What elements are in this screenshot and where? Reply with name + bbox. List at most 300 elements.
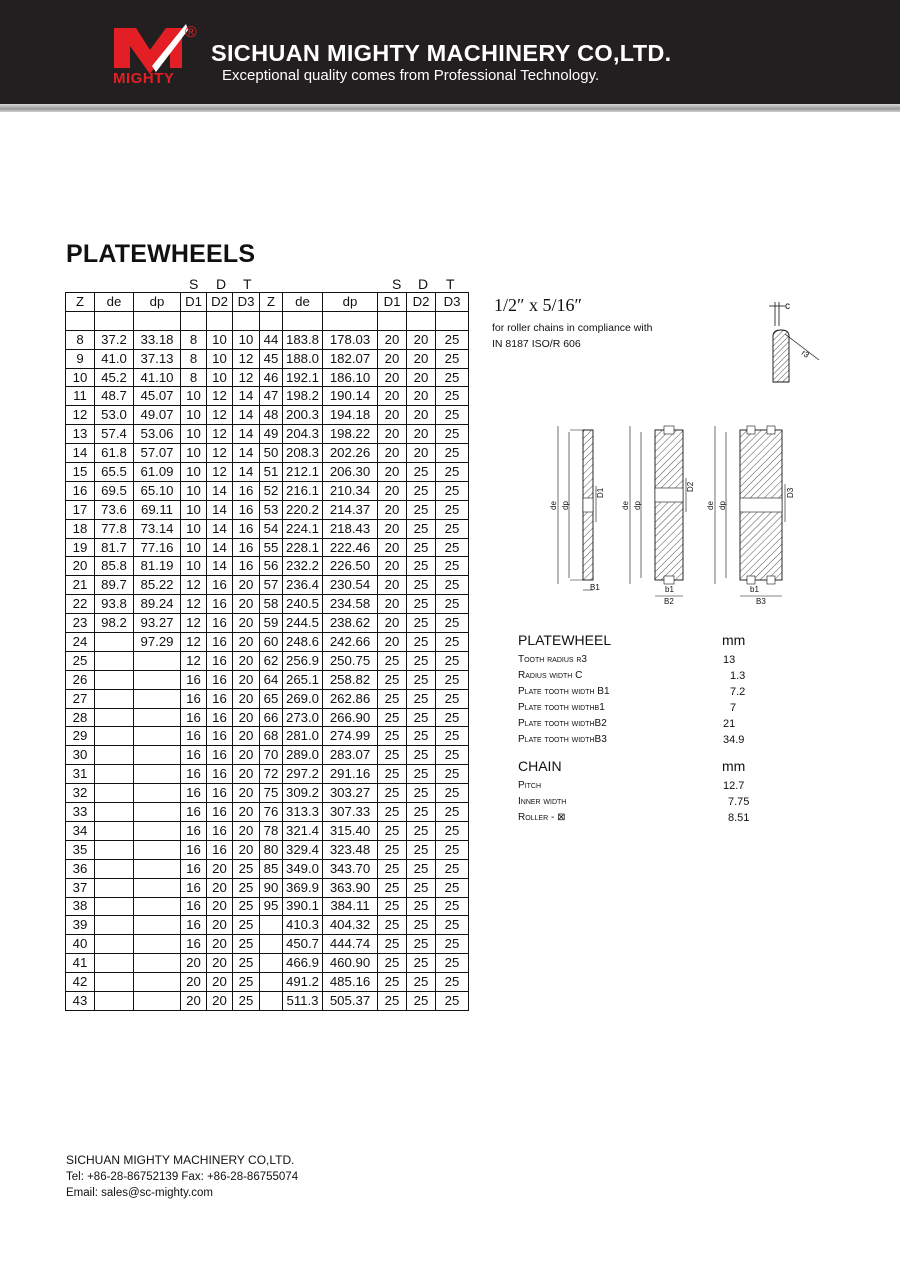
chain-spec-row [518, 812, 778, 828]
table-cell: 20 [233, 708, 260, 727]
table-row [66, 595, 469, 614]
table-cell: 16 [207, 840, 233, 859]
table-cell: 25 [436, 614, 469, 633]
table-cell: 26 [66, 670, 95, 689]
table-cell [283, 311, 323, 330]
table-cell: 20 [207, 897, 233, 916]
table-cell: 16 [233, 500, 260, 519]
table-cell: 14 [207, 538, 233, 557]
table-cell: 23 [66, 614, 95, 633]
table-cell: 16 [207, 633, 233, 652]
table-cell [95, 916, 134, 935]
table-cell [207, 311, 233, 330]
spec-value: 7.75 [728, 796, 750, 808]
table-cell: 37.13 [134, 349, 181, 368]
table-cell: 30 [66, 746, 95, 765]
table-cell [407, 311, 436, 330]
column-header: D1 [378, 293, 407, 312]
table-cell [95, 670, 134, 689]
table-cell [260, 954, 283, 973]
table-cell: 25 [378, 727, 407, 746]
sdt-label-s-right: S [392, 276, 402, 292]
table-cell: 95 [260, 897, 283, 916]
table-cell: 20 [378, 500, 407, 519]
table-cell: 186.10 [323, 368, 378, 387]
table-cell: 20 [407, 349, 436, 368]
table-cell: 16 [181, 878, 207, 897]
table-cell: 25 [378, 935, 407, 954]
table-cell: 14 [233, 406, 260, 425]
table-cell: 25 [436, 481, 469, 500]
table-cell: 404.32 [323, 916, 378, 935]
table-cell: 45 [260, 349, 283, 368]
table-cell: 25 [407, 916, 436, 935]
table-cell: 14 [207, 557, 233, 576]
sdt-label-t-right: T [446, 276, 455, 292]
table-cell: 238.62 [323, 614, 378, 633]
table-cell: 11 [66, 387, 95, 406]
table-cell: 35 [66, 840, 95, 859]
table-cell: 90 [260, 878, 283, 897]
table-row [66, 538, 469, 557]
table-cell: 89.7 [95, 576, 134, 595]
table-cell: 98.2 [95, 614, 134, 633]
table-row [66, 576, 469, 595]
table-cell: 218.43 [323, 519, 378, 538]
table-cell: 73.6 [95, 500, 134, 519]
table-cell: 8 [181, 368, 207, 387]
table-cell [134, 708, 181, 727]
table-cell [134, 954, 181, 973]
table-row [66, 387, 469, 406]
table-cell: 44 [260, 330, 283, 349]
table-cell: 18 [66, 519, 95, 538]
table-cell: 59 [260, 614, 283, 633]
table-cell: 73.14 [134, 519, 181, 538]
table-cell: 25 [66, 651, 95, 670]
table-cell: 37.2 [95, 330, 134, 349]
table-cell: 20 [207, 935, 233, 954]
table-cell: 16 [207, 708, 233, 727]
table-cell: 25 [378, 859, 407, 878]
table-cell: 25 [436, 463, 469, 482]
table-cell: 10 [181, 444, 207, 463]
platewheel-spec [518, 632, 778, 750]
table-cell: 20 [233, 651, 260, 670]
table-cell: 250.75 [323, 651, 378, 670]
table-cell: 281.0 [283, 727, 323, 746]
chain-unit: mm [722, 758, 746, 774]
table-cell: 85.8 [95, 557, 134, 576]
table-cell: 206.30 [323, 463, 378, 482]
table-cell: 12 [207, 463, 233, 482]
table-cell: 20 [207, 916, 233, 935]
table-cell: 69.11 [134, 500, 181, 519]
table-cell: 53 [260, 500, 283, 519]
spec-label: Inner width [518, 796, 567, 807]
table-cell: 20 [233, 595, 260, 614]
table-cell: 50 [260, 444, 283, 463]
spec-value: 13 [723, 654, 736, 666]
table-cell: 25 [407, 500, 436, 519]
platewheel-spec-row [518, 686, 778, 702]
label-b1-small-3: b1 [750, 585, 759, 594]
table-cell: 20 [407, 387, 436, 406]
table-cell: 25 [233, 897, 260, 916]
table-cell: 262.86 [323, 689, 378, 708]
table-cell: 49 [260, 425, 283, 444]
table-cell: 16 [233, 519, 260, 538]
table-cell: 75 [260, 784, 283, 803]
table-cell: 65 [260, 689, 283, 708]
table-cell [260, 311, 283, 330]
table-cell: 20 [407, 425, 436, 444]
label-b3: B3 [756, 597, 766, 606]
table-cell: 16 [181, 689, 207, 708]
table-cell: 16 [207, 784, 233, 803]
label-c: c [785, 301, 790, 312]
table-cell: 25 [407, 633, 436, 652]
table-cell: 12 [181, 614, 207, 633]
table-cell: 20 [233, 633, 260, 652]
compliance-line-2: IN 8187 ISO/R 606 [492, 338, 581, 350]
table-cell: 25 [233, 973, 260, 992]
table-cell: 16 [207, 727, 233, 746]
column-header: D3 [233, 293, 260, 312]
chain-spec [518, 758, 778, 828]
table-cell: 25 [436, 557, 469, 576]
table-cell [95, 897, 134, 916]
table-cell: 25 [233, 954, 260, 973]
table-cell: 204.3 [283, 425, 323, 444]
table-cell: 25 [233, 859, 260, 878]
table-cell: 25 [436, 784, 469, 803]
table-cell: 9 [66, 349, 95, 368]
table-row [66, 519, 469, 538]
table-cell [378, 311, 407, 330]
table-cell: 24 [66, 633, 95, 652]
table-cell [134, 916, 181, 935]
table-cell: 15 [66, 463, 95, 482]
table-cell: 16 [181, 784, 207, 803]
label-b1-cap: B1 [590, 583, 600, 592]
table-cell: 25 [378, 878, 407, 897]
table-cell: 14 [207, 500, 233, 519]
table-cell: 20 [233, 614, 260, 633]
table-cell: 46 [260, 368, 283, 387]
table-row [66, 406, 469, 425]
table-cell: 69.5 [95, 481, 134, 500]
table-cell: 21 [66, 576, 95, 595]
table-cell: 57.07 [134, 444, 181, 463]
table-cell: 198.22 [323, 425, 378, 444]
table-cell [134, 821, 181, 840]
table-cell: 45.07 [134, 387, 181, 406]
table-cell: 20 [378, 425, 407, 444]
table-row [66, 481, 469, 500]
table-cell: 41.0 [95, 349, 134, 368]
table-cell: 93.8 [95, 595, 134, 614]
platewheel-spec-row [518, 670, 778, 686]
table-cell: 25 [233, 916, 260, 935]
header-bar [0, 0, 900, 104]
table-cell: 20 [378, 406, 407, 425]
table-cell [181, 311, 207, 330]
table-cell [95, 765, 134, 784]
table-cell: 20 [378, 330, 407, 349]
table-cell: 20 [233, 821, 260, 840]
table-row [66, 784, 469, 803]
table-cell: 10 [181, 387, 207, 406]
table-cell: 62 [260, 651, 283, 670]
table-cell: 226.50 [323, 557, 378, 576]
table-cell: 25 [436, 840, 469, 859]
table-cell: 42 [66, 973, 95, 992]
table-cell: 329.4 [283, 840, 323, 859]
table-cell: 51 [260, 463, 283, 482]
table-cell: 25 [407, 784, 436, 803]
table-cell: 12 [233, 349, 260, 368]
table-cell: 25 [436, 595, 469, 614]
column-header: Z [66, 293, 95, 312]
table-cell: 25 [436, 500, 469, 519]
table-cell: 25 [378, 821, 407, 840]
table-cell: 57 [260, 576, 283, 595]
table-cell: 16 [181, 746, 207, 765]
label-de-3: de [706, 501, 715, 510]
table-cell: 25 [407, 765, 436, 784]
table-row [66, 991, 469, 1010]
sprocket-section-diagrams [550, 422, 800, 612]
table-cell: 10 [181, 463, 207, 482]
table-cell: 25 [407, 557, 436, 576]
table-cell: 78 [260, 821, 283, 840]
table-cell: 25 [378, 746, 407, 765]
table-cell: 25 [378, 954, 407, 973]
pitch-size-title: 1/2″ x 5/16″ [494, 295, 582, 315]
table-cell: 25 [436, 878, 469, 897]
table-cell: 230.54 [323, 576, 378, 595]
table-cell: 10 [181, 425, 207, 444]
spec-label: Pitch [518, 780, 542, 791]
chain-spec-row [518, 780, 778, 796]
table-cell: 12 [207, 406, 233, 425]
table-cell: 97.29 [134, 633, 181, 652]
table-cell [134, 765, 181, 784]
table-row [66, 557, 469, 576]
table-cell: 410.3 [283, 916, 323, 935]
table-cell: 25 [436, 633, 469, 652]
table-cell: 20 [378, 444, 407, 463]
table-cell [134, 784, 181, 803]
table-cell: 248.6 [283, 633, 323, 652]
table-cell: 466.9 [283, 954, 323, 973]
table-cell: 25 [407, 727, 436, 746]
footer-company: SICHUAN MIGHTY MACHINERY CO,LTD. [66, 1153, 295, 1167]
table-cell: 291.16 [323, 765, 378, 784]
table-cell: 25 [436, 651, 469, 670]
table-cell: 61.8 [95, 444, 134, 463]
table-cell: 25 [436, 916, 469, 935]
table-cell [134, 859, 181, 878]
table-cell: 48 [260, 406, 283, 425]
table-row [66, 425, 469, 444]
table-cell: 20 [181, 954, 207, 973]
table-row [66, 859, 469, 878]
table-cell: 25 [378, 840, 407, 859]
footer-email: Email: sales@sc-mighty.com [66, 1187, 213, 1199]
table-cell: 10 [207, 368, 233, 387]
table-cell: 65.10 [134, 481, 181, 500]
table-cell: 76 [260, 803, 283, 822]
table-cell: 444.74 [323, 935, 378, 954]
table-cell: 43 [66, 991, 95, 1010]
table-cell: 10 [233, 330, 260, 349]
table-cell: 273.0 [283, 708, 323, 727]
table-cell: 289.0 [283, 746, 323, 765]
table-cell: 20 [233, 840, 260, 859]
table-cell: 25 [436, 973, 469, 992]
table-cell [134, 935, 181, 954]
table-cell: 25 [436, 538, 469, 557]
table-cell: 25 [436, 897, 469, 916]
table-row [66, 689, 469, 708]
table-cell: 25 [407, 878, 436, 897]
column-header: Z [260, 293, 283, 312]
table-cell: 10 [66, 368, 95, 387]
table-cell: 25 [407, 576, 436, 595]
table-cell [95, 878, 134, 897]
table-cell: 25 [233, 935, 260, 954]
table-cell: 20 [378, 538, 407, 557]
table-cell: 20 [66, 557, 95, 576]
table-cell [95, 311, 134, 330]
table-cell: 20 [407, 368, 436, 387]
spec-label: Roller - ⊠ [518, 812, 566, 823]
table-cell: 10 [181, 500, 207, 519]
table-cell: 14 [66, 444, 95, 463]
table-cell: 25 [378, 973, 407, 992]
table-cell [95, 689, 134, 708]
table-cell: 25 [436, 935, 469, 954]
table-cell: 85 [260, 859, 283, 878]
table-cell: 12 [233, 368, 260, 387]
table-cell: 20 [378, 481, 407, 500]
table-cell: 54 [260, 519, 283, 538]
table-cell: 244.5 [283, 614, 323, 633]
table-row [66, 916, 469, 935]
table-cell: 53.06 [134, 425, 181, 444]
table-cell: 212.1 [283, 463, 323, 482]
header-divider [0, 104, 900, 112]
table-cell: 25 [436, 954, 469, 973]
table-cell: 14 [233, 463, 260, 482]
spec-value: 1.3 [730, 670, 746, 682]
table-cell: 25 [436, 406, 469, 425]
table-cell: 55 [260, 538, 283, 557]
table-cell [233, 311, 260, 330]
table-cell: 222.46 [323, 538, 378, 557]
table-cell: 269.0 [283, 689, 323, 708]
column-header: D2 [407, 293, 436, 312]
table-cell: 61.09 [134, 463, 181, 482]
platewheel-unit: mm [722, 632, 746, 648]
table-cell: 81.7 [95, 538, 134, 557]
table-cell: 16 [181, 803, 207, 822]
table-row [66, 368, 469, 387]
table-cell: 266.90 [323, 708, 378, 727]
spec-label: Tooth radius r3 [518, 654, 587, 665]
table-cell: 25 [407, 991, 436, 1010]
table-cell: 25 [407, 859, 436, 878]
table-cell: 16 [233, 538, 260, 557]
table-cell: 52 [260, 481, 283, 500]
table-cell [134, 651, 181, 670]
table-cell: 25 [233, 991, 260, 1010]
table-row [66, 878, 469, 897]
table-cell: 228.1 [283, 538, 323, 557]
table-cell: 25 [407, 595, 436, 614]
table-cell: 192.1 [283, 368, 323, 387]
table-cell [95, 935, 134, 954]
table-cell: 178.03 [323, 330, 378, 349]
table-cell: 39 [66, 916, 95, 935]
table-cell: 20 [207, 859, 233, 878]
table-cell: 16 [207, 803, 233, 822]
table-cell: 17 [66, 500, 95, 519]
table-cell: 16 [207, 576, 233, 595]
table-cell: 214.37 [323, 500, 378, 519]
spec-label: Plate tooth widthB2 [518, 718, 607, 729]
table-cell: 16 [181, 821, 207, 840]
table-cell: 25 [436, 991, 469, 1010]
table-cell: 210.34 [323, 481, 378, 500]
table-cell: 200.3 [283, 406, 323, 425]
table-cell: 25 [378, 991, 407, 1010]
table-cell [95, 991, 134, 1010]
table-cell: 77.8 [95, 519, 134, 538]
table-cell: 313.3 [283, 803, 323, 822]
table-cell: 10 [181, 519, 207, 538]
table-cell: 25 [436, 444, 469, 463]
table-cell: 10 [181, 557, 207, 576]
spec-label: Plate tooth widthb1 [518, 702, 605, 713]
table-cell: 220.2 [283, 500, 323, 519]
table-cell: 14 [233, 444, 260, 463]
table-cell: 16 [233, 481, 260, 500]
compliance-note [492, 320, 652, 352]
table-cell: 57.4 [95, 425, 134, 444]
table-cell: 12 [66, 406, 95, 425]
sdt-label-d-right: D [418, 276, 429, 292]
table-cell: 183.8 [283, 330, 323, 349]
table-cell: 369.9 [283, 878, 323, 897]
table-cell: 25 [436, 670, 469, 689]
table-cell: 16 [66, 481, 95, 500]
platewheel-heading: PLATEWHEEL [518, 632, 612, 648]
table-cell: 20 [181, 973, 207, 992]
table-cell: 25 [407, 463, 436, 482]
table-cell: 25 [378, 651, 407, 670]
table-cell: 10 [207, 330, 233, 349]
table-cell: 20 [407, 444, 436, 463]
table-cell: 16 [181, 670, 207, 689]
table-cell: 208.3 [283, 444, 323, 463]
table-cell: 72 [260, 765, 283, 784]
table-cell: 8 [66, 330, 95, 349]
table-row [66, 973, 469, 992]
table-cell [134, 803, 181, 822]
